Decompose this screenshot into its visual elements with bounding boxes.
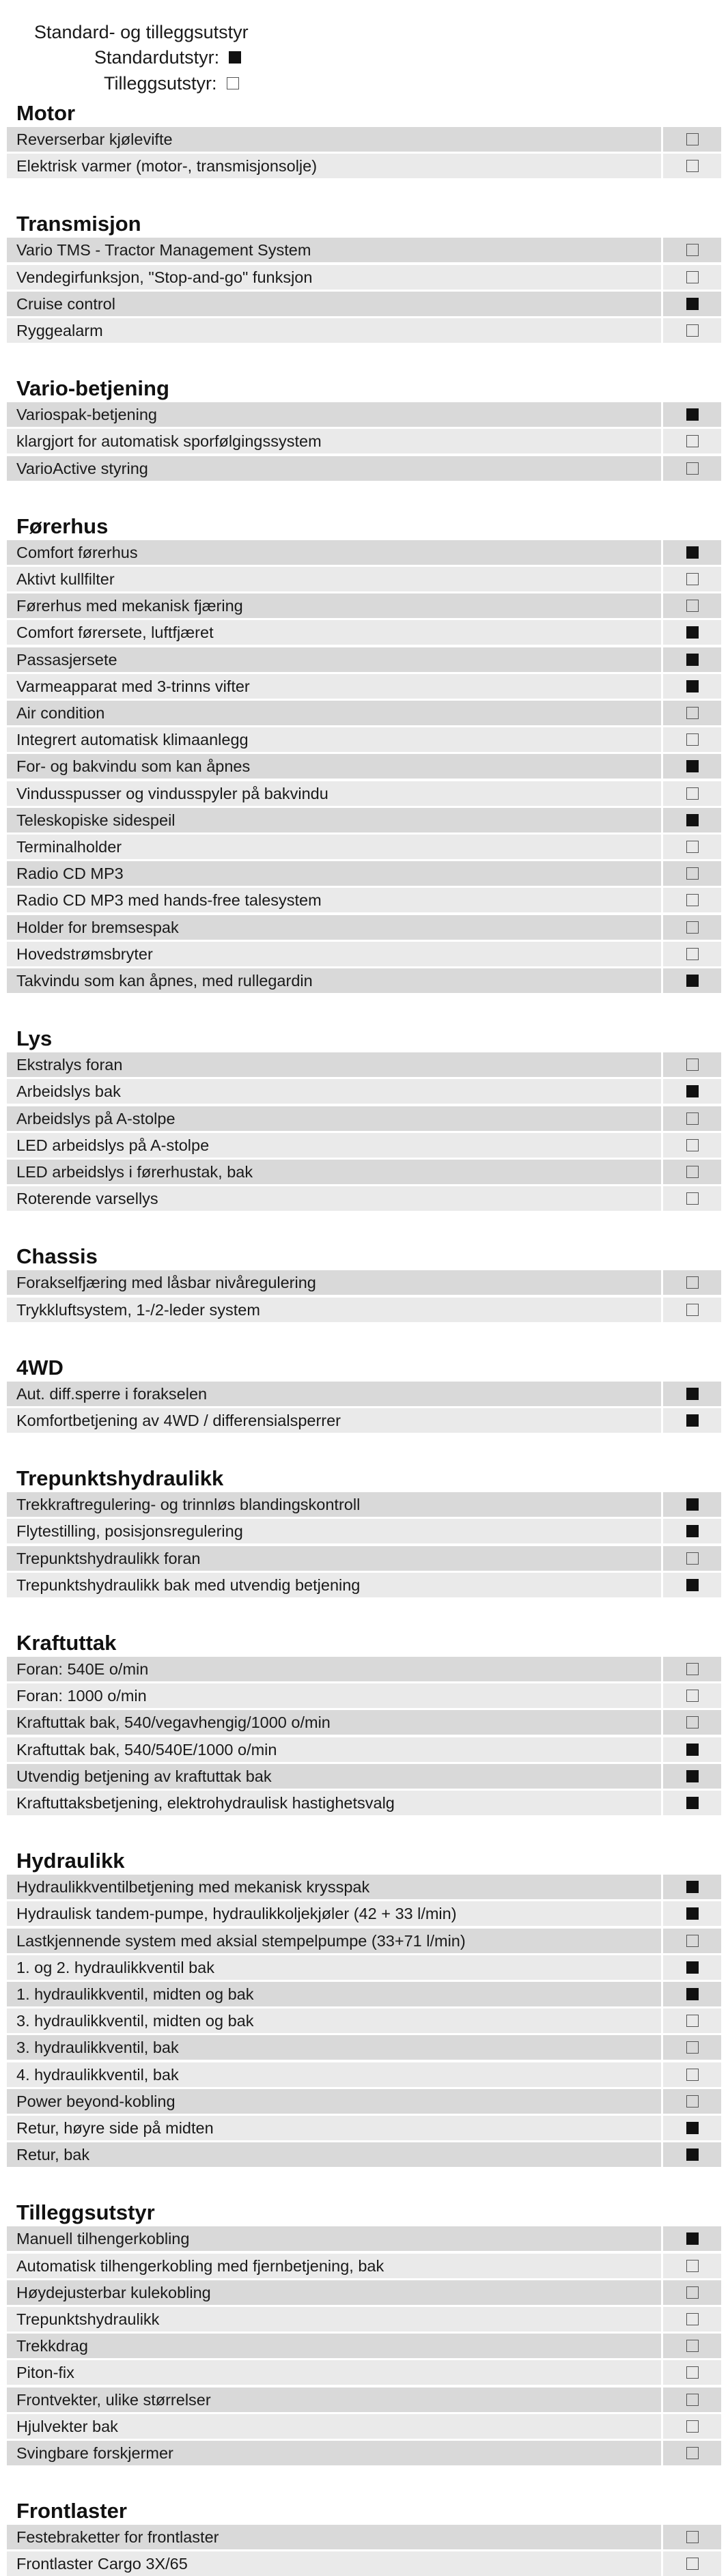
- row-label: Integrert automatisk klimaanlegg: [16, 731, 249, 749]
- status-cell: [661, 1052, 721, 1077]
- row-label: Automatisk tilhengerkobling med fjernbetjening, bak: [16, 2256, 384, 2275]
- table-row: [7, 2414, 721, 2439]
- row-label: Hydraulisk tandem-pumpe, hydraulikkoljekjøler (42 + 33 l/min): [16, 1905, 457, 1923]
- table-row: [7, 781, 721, 806]
- table-row: [7, 1160, 721, 1184]
- table-row: [7, 1408, 721, 1433]
- row-label: VarioActive styring: [16, 459, 148, 477]
- table-row: [7, 456, 721, 481]
- row-label: 3. hydraulikkventil, bak: [16, 2039, 179, 2057]
- legend-optional-label: Tilleggsutstyr:: [104, 72, 217, 94]
- empty-square-icon: [686, 2366, 699, 2379]
- table-row: [7, 2360, 721, 2385]
- row-label: Aut. diff.sperre i forakselen: [16, 1384, 208, 1403]
- filled-square-icon: [686, 1797, 699, 1809]
- empty-square-icon: [686, 2558, 699, 2570]
- status-cell: [661, 1764, 721, 1789]
- status-cell: [661, 1955, 721, 1980]
- table-row: [7, 2008, 721, 2033]
- row-label: Trekkdrag: [16, 2337, 88, 2355]
- section-title: 4WD: [16, 1355, 64, 1380]
- filled-square-icon: [686, 814, 699, 826]
- row-label: Air condition: [16, 704, 105, 722]
- status-cell: [661, 1683, 721, 1708]
- row-label: Trepunktshydraulikk: [16, 2310, 160, 2328]
- status-cell: [661, 1186, 721, 1211]
- row-label: Passasjersete: [16, 650, 117, 669]
- row-label: Svingbare forskjermer: [16, 2444, 173, 2462]
- status-cell: [661, 942, 721, 966]
- empty-square-icon: [686, 1059, 699, 1071]
- empty-square-icon: [686, 1935, 699, 1947]
- table-row: [7, 567, 721, 591]
- filled-square-icon: [686, 546, 699, 559]
- table-row: [7, 1710, 721, 1735]
- status-cell: [661, 754, 721, 779]
- table-row: [7, 835, 721, 859]
- status-cell: [661, 727, 721, 752]
- section-title: Chassis: [16, 1244, 98, 1269]
- row-label: Arbeidslys på A-stolpe: [16, 1109, 176, 1128]
- row-label: LED arbeidslys på A-stolpe: [16, 1136, 210, 1154]
- table-row: [7, 754, 721, 779]
- filled-square-icon: [686, 1961, 699, 1974]
- table-row: [7, 1298, 721, 1322]
- empty-square-icon: [686, 867, 699, 880]
- table-row: [7, 1492, 721, 1517]
- status-cell: [661, 593, 721, 618]
- table-row: [7, 942, 721, 966]
- section-title: Hydraulikk: [16, 1849, 125, 1873]
- status-cell: [661, 1298, 721, 1322]
- table-row: [7, 1573, 721, 1597]
- status-cell: [661, 402, 721, 427]
- status-cell: [661, 915, 721, 940]
- row-label: Comfort førerhus: [16, 543, 138, 561]
- table-row: [7, 647, 721, 672]
- row-label: Foran: 540E o/min: [16, 1660, 149, 1678]
- filled-square-icon: [686, 680, 699, 692]
- table-row: [7, 1270, 721, 1295]
- table-row: [7, 402, 721, 427]
- row-label: Power beyond-kobling: [16, 2092, 176, 2110]
- status-cell: [661, 1492, 721, 1517]
- table-row: [7, 2525, 721, 2549]
- table-row: [7, 1955, 721, 1980]
- legend: [0, 0, 728, 102]
- row-label: Roterende varsellys: [16, 1190, 158, 1208]
- empty-square-icon: [686, 1192, 699, 1205]
- row-label: Kraftuttaksbetjening, elektrohydraulisk hastighetsvalg: [16, 1794, 395, 1812]
- row-label: Aktivt kullfilter: [16, 570, 115, 588]
- row-label: Terminalholder: [16, 838, 122, 856]
- empty-square-icon: [686, 921, 699, 934]
- row-label: Reverserbar kjølevifte: [16, 130, 173, 148]
- row-label: Kraftuttak bak, 540/540E/1000 o/min: [16, 1740, 277, 1759]
- table-row: [7, 1791, 721, 1815]
- section-title: Frontlaster: [16, 2499, 127, 2523]
- status-cell: [661, 2035, 721, 2060]
- status-cell: [661, 154, 721, 178]
- row-label: Vindusspusser og vindusspyler på bakvindu: [16, 784, 328, 802]
- empty-square-icon: [686, 2531, 699, 2543]
- filled-square-icon: [229, 51, 241, 64]
- table-row: [7, 1737, 721, 1762]
- empty-square-icon: [686, 1139, 699, 1151]
- legend-title: Standard- og tilleggsutstyr: [34, 22, 249, 42]
- empty-square-icon: [686, 787, 699, 800]
- filled-square-icon: [686, 1498, 699, 1511]
- status-cell: [661, 1270, 721, 1295]
- status-cell: [661, 2062, 721, 2087]
- empty-square-icon: [686, 1552, 699, 1565]
- row-label: Manuell tilhengerkobling: [16, 2230, 190, 2248]
- table-row: [7, 2388, 721, 2412]
- empty-square-icon: [686, 2069, 699, 2081]
- empty-square-icon: [686, 2286, 699, 2299]
- status-cell: [661, 1106, 721, 1131]
- table-row: [7, 593, 721, 618]
- empty-square-icon: [686, 271, 699, 283]
- status-cell: [661, 620, 721, 645]
- status-cell: [661, 265, 721, 290]
- table-row: [7, 2062, 721, 2087]
- status-cell: [661, 540, 721, 565]
- filled-square-icon: [686, 1770, 699, 1782]
- row-label: Lastkjennende system med aksial stempelpumpe (33+71 l/min): [16, 1931, 466, 1950]
- empty-square-icon: [686, 1663, 699, 1675]
- status-cell: [661, 781, 721, 806]
- row-label: Cruise control: [16, 294, 115, 313]
- row-label: Elektrisk varmer (motor-, transmisjonsolje): [16, 157, 318, 176]
- filled-square-icon: [686, 298, 699, 310]
- filled-square-icon: [686, 975, 699, 987]
- status-cell: [661, 968, 721, 993]
- section-title: Kraftuttak: [16, 1631, 117, 1655]
- row-label: Hovedstrømsbryter: [16, 944, 153, 963]
- section-title: Tilleggsutstyr: [16, 2200, 155, 2225]
- row-label: Festebraketter for frontlaster: [16, 2528, 219, 2547]
- table-row: [7, 1875, 721, 1899]
- filled-square-icon: [686, 1907, 699, 1920]
- filled-square-icon: [686, 760, 699, 772]
- legend-standard: [94, 44, 241, 71]
- status-cell: [661, 1929, 721, 1953]
- filled-square-icon: [686, 2122, 699, 2134]
- table-row: [7, 620, 721, 645]
- row-label: Retur, bak: [16, 2146, 90, 2164]
- table-row: [7, 1052, 721, 1077]
- status-cell: [661, 2334, 721, 2358]
- row-label: Førerhus med mekanisk fjæring: [16, 597, 243, 615]
- table-row: [7, 2035, 721, 2060]
- filled-square-icon: [686, 1579, 699, 1591]
- row-label: Teleskopiske sidespeil: [16, 811, 176, 829]
- table-row: [7, 2142, 721, 2167]
- status-cell: [661, 861, 721, 886]
- table-row: [7, 1657, 721, 1681]
- row-label: 3. hydraulikkventil, midten og bak: [16, 2012, 254, 2030]
- row-label: 1. og 2. hydraulikkventil bak: [16, 1958, 214, 1976]
- empty-square-icon: [686, 894, 699, 906]
- status-cell: [661, 456, 721, 481]
- table-row: [7, 2334, 721, 2358]
- filled-square-icon: [686, 1881, 699, 1893]
- empty-square-icon: [227, 77, 239, 89]
- row-label: Foran: 1000 o/min: [16, 1687, 147, 1705]
- filled-square-icon: [686, 1085, 699, 1097]
- status-cell: [661, 1710, 721, 1735]
- table-row: [7, 318, 721, 343]
- status-cell: [661, 1573, 721, 1597]
- row-label: Variospak-betjening: [16, 406, 157, 424]
- status-cell: [661, 701, 721, 725]
- empty-square-icon: [686, 1304, 699, 1316]
- empty-square-icon: [686, 841, 699, 853]
- section-title: Transmisjon: [16, 212, 141, 236]
- empty-square-icon: [686, 2260, 699, 2272]
- row-label: Trekkraftregulering- og trinnløs blandingskontroll: [16, 1496, 361, 1514]
- status-cell: [661, 318, 721, 343]
- row-label: Forakselfjæring med låsbar nivåregulering: [16, 1274, 316, 1292]
- empty-square-icon: [686, 2340, 699, 2352]
- table-row: [7, 1929, 721, 1953]
- section-title: Førerhus: [16, 514, 109, 538]
- row-label: Kraftuttak bak, 540/vegavhengig/1000 o/min: [16, 1713, 331, 1732]
- table-row: [7, 540, 721, 565]
- empty-square-icon: [686, 1716, 699, 1728]
- section-title: Trepunktshydraulikk: [16, 1466, 224, 1491]
- status-cell: [661, 1519, 721, 1543]
- table-row: [7, 2280, 721, 2305]
- table-row: [7, 1382, 721, 1406]
- status-cell: [661, 1901, 721, 1926]
- row-label: Vario TMS - Tractor Management System: [16, 241, 311, 260]
- table-row: [7, 1546, 721, 1571]
- row-label: Trepunktshydraulikk bak med utvendig betjening: [16, 1576, 361, 1594]
- legend-standard-label: Standardutstyr:: [94, 46, 220, 68]
- table-row: [7, 2254, 721, 2278]
- row-label: Comfort førersete, luftfjæret: [16, 624, 214, 642]
- status-cell: [661, 1160, 721, 1184]
- table-row: [7, 968, 721, 993]
- status-cell: [661, 2280, 721, 2305]
- table-row: [7, 2089, 721, 2114]
- filled-square-icon: [686, 2232, 699, 2245]
- status-cell: [661, 127, 721, 152]
- status-cell: [661, 2116, 721, 2140]
- table-row: [7, 2226, 721, 2251]
- empty-square-icon: [686, 324, 699, 337]
- table-row: [7, 292, 721, 316]
- empty-square-icon: [686, 948, 699, 960]
- table-row: [7, 727, 721, 752]
- row-label: Radio CD MP3: [16, 865, 124, 883]
- status-cell: [661, 2089, 721, 2114]
- empty-square-icon: [686, 2394, 699, 2406]
- status-cell: [661, 1982, 721, 2006]
- row-label: Retur, høyre side på midten: [16, 2119, 214, 2137]
- table-row: [7, 674, 721, 699]
- filled-square-icon: [686, 1525, 699, 1537]
- filled-square-icon: [686, 1414, 699, 1427]
- empty-square-icon: [686, 462, 699, 475]
- filled-square-icon: [686, 1388, 699, 1400]
- table-row: [7, 2307, 721, 2332]
- row-label: 4. hydraulikkventil, bak: [16, 2065, 179, 2084]
- status-cell: [661, 647, 721, 672]
- empty-square-icon: [686, 733, 699, 746]
- status-cell: [661, 1079, 721, 1104]
- empty-square-icon: [686, 244, 699, 256]
- status-cell: [661, 2388, 721, 2412]
- section-title: Lys: [16, 1026, 53, 1051]
- status-cell: [661, 238, 721, 262]
- status-cell: [661, 1875, 721, 1899]
- table-row: [7, 1764, 721, 1789]
- status-cell: [661, 2414, 721, 2439]
- status-cell: [661, 2551, 721, 2576]
- empty-square-icon: [686, 1166, 699, 1178]
- table-row: [7, 1901, 721, 1926]
- table-row: [7, 1683, 721, 1708]
- status-cell: [661, 2307, 721, 2332]
- table-row: [7, 2441, 721, 2465]
- table-row: [7, 915, 721, 940]
- table-row: [7, 1519, 721, 1543]
- status-cell: [661, 567, 721, 591]
- status-cell: [661, 2254, 721, 2278]
- empty-square-icon: [686, 2095, 699, 2108]
- table-row: [7, 701, 721, 725]
- table-row: [7, 154, 721, 178]
- status-cell: [661, 1657, 721, 1681]
- status-cell: [661, 888, 721, 912]
- empty-square-icon: [686, 1690, 699, 1702]
- status-cell: [661, 2441, 721, 2465]
- legend-optional: [104, 70, 239, 97]
- empty-square-icon: [686, 435, 699, 447]
- empty-square-icon: [686, 2447, 699, 2459]
- row-label: Trepunktshydraulikk foran: [16, 1549, 201, 1567]
- section-title: Vario-betjening: [16, 376, 169, 401]
- filled-square-icon: [686, 2148, 699, 2161]
- empty-square-icon: [686, 2041, 699, 2054]
- empty-square-icon: [686, 1112, 699, 1125]
- empty-square-icon: [686, 133, 699, 145]
- table-row: [7, 238, 721, 262]
- status-cell: [661, 1546, 721, 1571]
- filled-square-icon: [686, 1744, 699, 1756]
- empty-square-icon: [686, 2313, 699, 2325]
- row-label: Flytestilling, posisjonsregulering: [16, 1522, 243, 1541]
- row-label: LED arbeidslys i førerhustak, bak: [16, 1163, 253, 1181]
- status-cell: [661, 2142, 721, 2167]
- status-cell: [661, 1133, 721, 1158]
- status-cell: [661, 429, 721, 453]
- status-cell: [661, 1791, 721, 1815]
- table-row: [7, 2551, 721, 2576]
- empty-square-icon: [686, 2015, 699, 2027]
- status-cell: [661, 1382, 721, 1406]
- row-label: Hjulvekter bak: [16, 2417, 118, 2435]
- table-row: [7, 1133, 721, 1158]
- section-title: Motor: [16, 101, 76, 125]
- row-label: Takvindu som kan åpnes, med rullegardin: [16, 972, 313, 990]
- table-row: [7, 808, 721, 832]
- row-label: Høydejusterbar kulekobling: [16, 2283, 211, 2301]
- table-row: [7, 888, 721, 912]
- empty-square-icon: [686, 160, 699, 172]
- empty-square-icon: [686, 573, 699, 585]
- status-cell: [661, 1737, 721, 1762]
- row-label: Frontlaster Cargo 3X/65: [16, 2555, 188, 2573]
- table-row: [7, 1186, 721, 1211]
- status-cell: [661, 2008, 721, 2033]
- status-cell: [661, 2360, 721, 2385]
- row-label: Arbeidslys bak: [16, 1082, 121, 1101]
- row-label: Holder for bremsespak: [16, 918, 179, 936]
- table-row: [7, 127, 721, 152]
- status-cell: [661, 808, 721, 832]
- row-label: Radio CD MP3 med hands-free talesystem: [16, 891, 322, 910]
- row-label: Ryggealarm: [16, 322, 103, 339]
- filled-square-icon: [686, 626, 699, 639]
- row-label: klargjort for automatisk sporfølgingssystem: [16, 432, 322, 451]
- table-row: [7, 861, 721, 886]
- row-label: Utvendig betjening av kraftuttak bak: [16, 1767, 272, 1785]
- row-label: Hydraulikkventilbetjening med mekanisk krysspak: [16, 1878, 370, 1896]
- empty-square-icon: [686, 707, 699, 719]
- table-row: [7, 429, 721, 453]
- empty-square-icon: [686, 2420, 699, 2433]
- row-label: Trykkluftsystem, 1-/2-leder system: [16, 1300, 260, 1319]
- empty-square-icon: [686, 1276, 699, 1289]
- status-cell: [661, 2525, 721, 2549]
- row-label: For- og bakvindu som kan åpnes: [16, 757, 251, 776]
- status-cell: [661, 2226, 721, 2251]
- row-label: Ekstralys foran: [16, 1056, 123, 1074]
- empty-square-icon: [686, 600, 699, 612]
- row-label: Komfortbetjening av 4WD / differensialsperrer: [16, 1412, 341, 1429]
- table-row: [7, 1106, 721, 1131]
- row-label: Vendegirfunksjon, "Stop-and-go" funksjon: [16, 268, 313, 286]
- table-row: [7, 1982, 721, 2006]
- status-cell: [661, 835, 721, 859]
- row-label: 1. hydraulikkventil, midten og bak: [16, 1985, 254, 2003]
- row-label: Frontvekter, ulike størrelser: [16, 2390, 211, 2409]
- filled-square-icon: [686, 654, 699, 666]
- row-label: Varmeapparat med 3-trinns vifter: [16, 677, 250, 695]
- table-row: [7, 2116, 721, 2140]
- table-row: [7, 1079, 721, 1104]
- status-cell: [661, 292, 721, 316]
- filled-square-icon: [686, 1988, 699, 2000]
- filled-square-icon: [686, 408, 699, 421]
- row-label: Piton-fix: [16, 2364, 74, 2382]
- status-cell: [661, 1408, 721, 1433]
- status-cell: [661, 674, 721, 699]
- table-row: [7, 265, 721, 290]
